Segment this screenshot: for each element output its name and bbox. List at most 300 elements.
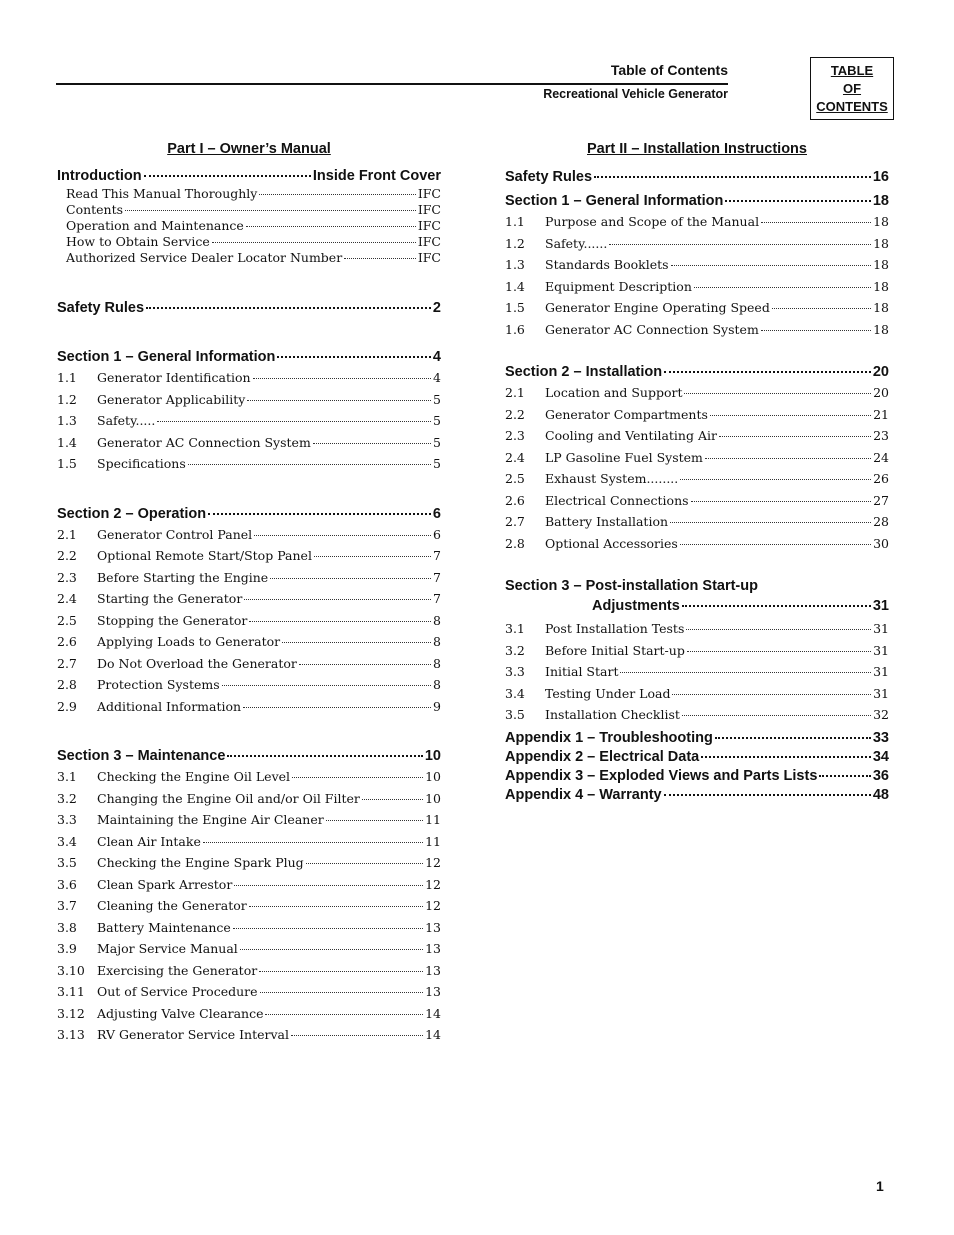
entry-number: 2.4 (57, 591, 77, 606)
dot-leader (314, 556, 431, 557)
entry-label: Applying Loads to Generator (97, 634, 281, 649)
entry-number: 3.8 (57, 919, 77, 935)
heading-label: Section 2 – Installation (505, 364, 663, 380)
dot-leader (362, 799, 423, 800)
heading-label: Introduction (57, 168, 142, 184)
heading-label: Appendix 3 – Exploded Views and Parts Lists (505, 767, 818, 784)
entry-number: 2.6 (505, 492, 525, 508)
entry-page: 32 (873, 707, 889, 722)
entry-label: Optional Accessories (545, 535, 678, 551)
part2-sections (505, 187, 889, 726)
entry-page: IFC (417, 218, 441, 233)
entry-number: 1.5 (57, 456, 77, 471)
dot-leader (282, 642, 431, 643)
toc-heading-safety-rules[interactable] (57, 298, 441, 318)
dot-leader (671, 265, 872, 266)
heading-page: 10 (424, 748, 441, 764)
dot-leader (761, 222, 871, 223)
entry-number: 3.4 (57, 833, 77, 849)
dot-leader (715, 737, 871, 739)
entry-page: 8 (433, 655, 441, 671)
toc-entry[interactable] (505, 661, 889, 683)
heading-label: Appendix 2 – Electrical Data (505, 748, 700, 765)
toc-heading-appendix-3[interactable] (505, 767, 889, 786)
dot-leader (265, 1014, 423, 1015)
entry-page: 28 (873, 514, 889, 529)
heading-label: Section 1 – General Information (57, 349, 276, 365)
dot-leader (313, 443, 431, 444)
toc-entry[interactable] (505, 211, 889, 233)
heading-label: Safety Rules (505, 169, 593, 185)
heading-label: Section 3 – Maintenance (57, 748, 226, 764)
entry-label: Clean Spark Arrestor (97, 876, 233, 892)
toc-entry[interactable] (505, 704, 889, 726)
toc-entry[interactable] (57, 766, 441, 788)
entry-page: 18 (873, 300, 889, 315)
toc-entry[interactable] (57, 545, 441, 567)
entry-label: Standards Booklets (545, 257, 669, 272)
dot-leader (157, 421, 431, 422)
heading-label: Safety Rules (57, 300, 145, 316)
part1-column (57, 138, 441, 1046)
dot-leader (705, 458, 871, 459)
entry-label: Purpose and Scope of the Manual (545, 214, 760, 229)
toc-entry[interactable] (57, 1024, 441, 1046)
toc-entry[interactable] (57, 218, 441, 234)
toc-entry[interactable] (505, 511, 889, 533)
toc-entry[interactable] (57, 674, 441, 696)
dot-leader (719, 436, 871, 437)
dot-leader (259, 194, 415, 195)
dot-leader (761, 330, 871, 331)
dot-leader (620, 672, 871, 673)
toc-entry[interactable] (505, 276, 889, 298)
dot-leader (233, 928, 423, 929)
heading-label: Appendix 1 – Troubleshooting (505, 729, 713, 746)
heading-page: 34 (872, 748, 889, 765)
entry-label: Stopping the Generator (97, 612, 248, 628)
toc-entry[interactable] (505, 233, 889, 255)
dot-leader (664, 794, 871, 796)
dot-leader (234, 885, 423, 886)
entry-number: 2.2 (505, 406, 525, 422)
entry-label: Generator AC Connection System (97, 434, 311, 450)
entry-page: 7 (433, 548, 441, 563)
toc-entry[interactable] (57, 389, 441, 411)
toc-entry[interactable] (57, 981, 441, 1003)
entry-number: 3.5 (505, 707, 525, 722)
entry-label: Before Starting the Engine (97, 569, 269, 585)
entry-label: Checking the Engine Oil Level (97, 769, 291, 784)
toc-entry[interactable] (57, 610, 441, 632)
heading-page: 6 (432, 505, 441, 522)
entry-number: 2.3 (57, 569, 77, 585)
entry-number: 2.8 (57, 677, 77, 692)
dot-leader (244, 599, 431, 600)
toc-heading-appendix-2[interactable] (505, 748, 889, 767)
toc-entry[interactable] (57, 938, 441, 960)
entry-number: 2.5 (57, 612, 77, 628)
entry-page: IFC (417, 186, 441, 201)
entry-label: Cooling and Ventilating Air (545, 428, 717, 443)
entry-label: Electrical Connections (545, 492, 689, 508)
entry-page: 24 (873, 449, 889, 465)
toc-entry[interactable] (505, 319, 889, 341)
dot-leader (772, 308, 871, 309)
entry-number: 2.7 (57, 655, 77, 671)
toc-entry[interactable] (57, 567, 441, 589)
toc-entry[interactable] (57, 653, 441, 675)
toc-heading-section-3[interactable] (505, 596, 889, 616)
entry-label: Generator AC Connection System (545, 321, 759, 337)
dot-leader (686, 629, 871, 630)
page-number: 1 (876, 1178, 884, 1194)
entry-page: 5 (433, 456, 441, 471)
heading-label: Adjustments (592, 598, 680, 614)
dot-leader (259, 971, 423, 972)
dot-leader (240, 949, 423, 950)
entry-number: 1.2 (57, 391, 77, 407)
entry-page: 6 (433, 526, 441, 542)
entry-label: Specifications (97, 456, 186, 471)
entry-number: 3.13 (57, 1027, 85, 1042)
toc-entry[interactable] (505, 683, 889, 705)
entry-page: 31 (873, 642, 889, 658)
entry-page: 13 (425, 919, 441, 935)
toc-entry[interactable] (57, 367, 441, 389)
entry-page: IFC (417, 202, 441, 217)
entry-number: 2.5 (505, 471, 525, 486)
toc-entry[interactable] (57, 250, 441, 266)
entry-page: 18 (873, 278, 889, 294)
entry-page: 18 (873, 257, 889, 272)
dot-leader (243, 707, 431, 708)
entry-number: 2.3 (505, 428, 525, 443)
entry-page: 11 (425, 812, 441, 827)
dot-leader (253, 378, 431, 379)
toc-entry[interactable] (57, 202, 441, 218)
entry-label: RV Generator Service Interval (97, 1027, 289, 1042)
entry-page: 5 (433, 434, 441, 450)
dot-leader (691, 501, 872, 502)
entry-label: How to Obtain Service (66, 234, 210, 249)
entry-label: Starting the Generator (97, 591, 243, 606)
entry-page: 4 (433, 370, 441, 385)
entry-number: 2.6 (57, 634, 77, 649)
entry-number: 1.4 (57, 434, 77, 450)
entry-label: Maintaining the Engine Air Cleaner (97, 812, 324, 827)
entry-label: Exhaust System........ (545, 471, 679, 486)
entry-page: 30 (873, 535, 889, 551)
toc-entry[interactable] (57, 1003, 441, 1025)
entry-number: 3.1 (57, 769, 77, 784)
dot-leader (222, 685, 431, 686)
toc-heading-section-2[interactable] (57, 504, 441, 524)
header-rule (56, 83, 728, 85)
entry-label: Before Initial Start-up (545, 642, 685, 658)
toc-entry[interactable] (57, 696, 441, 718)
entry-number: 3.2 (505, 642, 525, 658)
part1-title: Part I – Owner’s Manual (167, 141, 331, 157)
entry-number: 3.4 (505, 685, 525, 701)
heading-label: Section 2 – Operation (57, 505, 207, 522)
heading-page: 2 (432, 300, 441, 316)
entry-number: 3.6 (57, 876, 77, 892)
dot-leader (249, 906, 423, 907)
entry-page: IFC (417, 250, 441, 265)
dot-leader (326, 820, 423, 821)
toc-entry[interactable] (505, 297, 889, 319)
entry-label: Exercising the Generator (97, 962, 258, 978)
toc-entry[interactable] (57, 588, 441, 610)
toc-entry[interactable] (505, 618, 889, 640)
entry-number: 2.1 (505, 385, 525, 400)
entry-number: 1.3 (57, 413, 77, 428)
toc-entry[interactable] (57, 432, 441, 454)
entry-page: 5 (433, 413, 441, 428)
dot-leader (609, 244, 871, 245)
dot-leader (344, 258, 416, 259)
toc-entry[interactable] (57, 852, 441, 874)
entry-page: 10 (425, 790, 441, 806)
dot-leader (701, 756, 871, 758)
section-heading-line: Section 3 – Post-installation Start-up (505, 578, 758, 594)
heading-label: Section 1 – General Information (505, 193, 724, 209)
toc-entry[interactable] (57, 186, 441, 202)
dot-leader (146, 307, 431, 309)
heading-label: Appendix 4 – Warranty (505, 786, 662, 803)
entry-page: 14 (425, 1005, 441, 1021)
toc-entry[interactable] (57, 895, 441, 917)
heading-page: 20 (872, 364, 889, 380)
toc-entry[interactable] (57, 631, 441, 653)
dot-leader (819, 775, 870, 777)
toc-entry[interactable] (505, 425, 889, 447)
dot-leader (682, 715, 871, 716)
entry-number: 3.7 (57, 898, 77, 913)
entry-label: Equipment Description (545, 278, 692, 294)
toc-entry[interactable] (505, 447, 889, 469)
dot-leader (144, 175, 311, 177)
toc-entry[interactable] (57, 234, 441, 250)
entry-number: 3.3 (57, 812, 77, 827)
entry-number: 3.10 (57, 962, 85, 978)
entry-page: 12 (425, 855, 441, 870)
entry-page: 18 (873, 235, 889, 251)
entry-number: 3.9 (57, 941, 77, 956)
entry-page: 8 (433, 634, 441, 649)
heading-page: 4 (432, 349, 441, 365)
entry-label: Out of Service Procedure (97, 984, 258, 999)
dot-leader (249, 621, 431, 622)
entry-number: 3.11 (57, 984, 85, 999)
heading-page: 31 (872, 598, 889, 614)
toc-heading-safety-rules[interactable] (505, 167, 889, 187)
toc-entry[interactable] (57, 524, 441, 546)
toc-entry[interactable] (505, 404, 889, 426)
entry-number: 1.3 (505, 257, 525, 272)
entry-number: 2.8 (505, 535, 525, 551)
entry-label: Location and Support (545, 385, 683, 400)
entry-label: Major Service Manual (97, 941, 238, 956)
header-title: Table of Contents (610, 62, 728, 78)
heading-page: 16 (872, 169, 889, 185)
part2-title: Part II – Installation Instructions (587, 141, 807, 157)
heading-page: 48 (872, 786, 889, 803)
entry-label: Operation and Maintenance (66, 218, 244, 233)
part2-column (505, 138, 889, 805)
entry-label: Cleaning the Generator (97, 898, 247, 913)
entry-label: Generator Identification (97, 370, 251, 385)
entry-number: 2.9 (57, 698, 77, 714)
heading-page: Inside Front Cover (312, 168, 441, 184)
dot-leader (277, 356, 431, 358)
dot-leader (208, 513, 431, 515)
dot-leader (203, 842, 423, 843)
entry-page: 31 (873, 664, 889, 679)
intro-items (57, 186, 441, 266)
toc-entry[interactable] (57, 788, 441, 810)
entry-label: Checking the Engine Spark Plug (97, 855, 304, 870)
dot-leader (682, 605, 871, 607)
entry-page: 5 (433, 391, 441, 407)
entry-number: 1.2 (505, 235, 525, 251)
entry-page: 27 (873, 492, 889, 508)
dot-leader (664, 371, 871, 373)
dot-leader (299, 664, 431, 665)
entry-label: Testing Under Load (545, 685, 671, 701)
entry-number: 3.12 (57, 1005, 85, 1021)
entry-page: 8 (433, 677, 441, 692)
toc-heading-appendix-1[interactable] (505, 729, 889, 748)
dot-leader (672, 694, 871, 695)
header-subtitle: Recreational Vehicle Generator (543, 87, 728, 101)
entry-page: 21 (873, 406, 889, 422)
heading-page: 36 (872, 767, 889, 784)
toc-entry[interactable] (505, 490, 889, 512)
entry-page: 13 (425, 962, 441, 978)
dot-leader (292, 777, 423, 778)
heading-page: 33 (872, 729, 889, 746)
dot-leader (125, 210, 416, 211)
part1-sections (57, 318, 441, 1046)
toc-entry[interactable] (57, 453, 441, 475)
dot-leader (246, 226, 416, 227)
entry-page: IFC (417, 234, 441, 249)
entry-label: Post Installation Tests (545, 621, 685, 636)
entry-page: 10 (425, 769, 441, 784)
toc-heading-appendix-4[interactable] (505, 786, 889, 805)
entry-number: 3.1 (505, 621, 525, 636)
dot-leader (306, 863, 423, 864)
dot-leader (247, 400, 431, 401)
toc-tab-line: TABLE (830, 62, 874, 78)
entry-page: 31 (873, 685, 889, 701)
dot-leader (594, 176, 871, 178)
dot-leader (694, 287, 871, 288)
dot-leader (291, 1035, 423, 1036)
appendix-list (505, 729, 889, 805)
entry-number: 2.1 (57, 526, 77, 542)
dot-leader (725, 200, 871, 202)
entry-label: Generator Compartments (545, 406, 708, 422)
entry-page: 14 (425, 1027, 441, 1042)
entry-page: 13 (425, 941, 441, 956)
entry-label: Adjusting Valve Clearance (97, 1005, 264, 1021)
entry-page: 7 (433, 569, 441, 585)
toc-entry[interactable] (505, 640, 889, 662)
toc-entry[interactable] (57, 410, 441, 432)
toc-entry[interactable] (505, 254, 889, 276)
entry-page: 13 (425, 984, 441, 999)
entry-label: Changing the Engine Oil and/or Oil Filter (97, 790, 360, 806)
toc-heading-section-1[interactable] (505, 191, 889, 211)
entry-page: 12 (425, 876, 441, 892)
dot-leader (227, 755, 422, 757)
entry-number: 1.1 (505, 214, 525, 229)
dot-leader (670, 522, 871, 523)
dot-leader (212, 242, 416, 243)
toc-entry[interactable] (57, 831, 441, 853)
toc-entry[interactable] (57, 960, 441, 982)
toc-entry[interactable] (57, 874, 441, 896)
entry-page: 11 (425, 833, 441, 849)
entry-number: 3.2 (57, 790, 77, 806)
entry-number: 1.1 (57, 370, 77, 385)
toc-heading-introduction[interactable] (57, 166, 441, 186)
entry-page: 9 (433, 698, 441, 714)
entry-page: 18 (873, 321, 889, 337)
heading-page: 18 (872, 193, 889, 209)
entry-label: Battery Installation (545, 514, 669, 529)
toc-entry[interactable] (505, 468, 889, 490)
dot-leader (710, 415, 871, 416)
entry-number: 2.2 (57, 548, 77, 563)
entry-label: Authorized Service Dealer Locator Number (66, 250, 343, 265)
entry-number: 3.3 (505, 664, 525, 679)
entry-label: LP Gasoline Fuel System (545, 449, 703, 465)
entry-number: 1.4 (505, 278, 525, 294)
entry-number: 3.5 (57, 855, 77, 870)
toc-tab-line: OF (842, 80, 862, 96)
entry-page: 18 (873, 214, 889, 229)
toc-heading-section-2[interactable] (505, 362, 889, 382)
toc-entry[interactable] (505, 382, 889, 404)
entry-label: Clean Air Intake (97, 833, 201, 849)
entry-label: Battery Maintenance (97, 919, 231, 935)
entry-label: Read This Manual Thoroughly (66, 186, 258, 201)
entry-page: 12 (425, 898, 441, 913)
entry-number: 2.7 (505, 514, 525, 529)
toc-entry[interactable] (57, 809, 441, 831)
entry-page: 20 (873, 385, 889, 400)
dot-leader (684, 393, 871, 394)
dot-leader (260, 992, 424, 993)
toc-entry[interactable] (505, 533, 889, 555)
dot-leader (188, 464, 431, 465)
dot-leader (680, 544, 871, 545)
entry-label: Initial Start (545, 664, 619, 679)
entry-label: Generator Engine Operating Speed (545, 300, 770, 315)
dot-leader (270, 578, 431, 579)
toc-heading-section-3[interactable] (57, 746, 441, 766)
toc-heading-section-1[interactable] (57, 347, 441, 367)
entry-label: Additional Information (97, 698, 242, 714)
toc-entry[interactable] (57, 917, 441, 939)
toc-tab (810, 57, 894, 120)
dot-leader (687, 651, 871, 652)
entry-label: Safety..... (97, 413, 156, 428)
